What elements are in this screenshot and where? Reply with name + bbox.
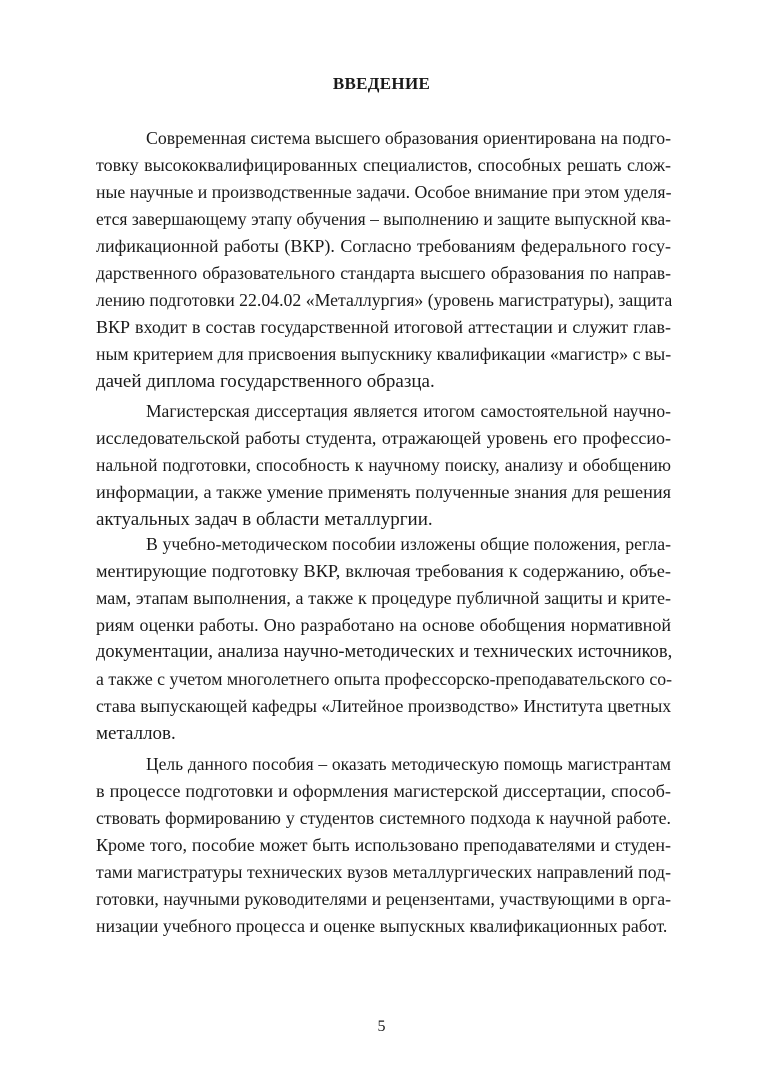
text-line: лификационной работы (ВКР). Согласно требованиям федерального госу- [96, 236, 671, 256]
text-line: а также с учетом многолетнего опыта профессорско-преподавательского со- [96, 669, 672, 689]
text-line: ным критерием для присвоения выпускнику квалификации «магистр» с вы- [96, 344, 672, 364]
page-number: 5 [377, 1018, 386, 1035]
text-line: ВКР входит в состав государственной итоговой аттестации и служит глав- [96, 317, 671, 337]
text-line: металлов. [96, 723, 176, 744]
text-line: ется завершающему этапу обучения – выполнению и защите выпускной ква- [96, 209, 671, 229]
text-line: товку высококвалифицированных специалистов, способных решать слож- [96, 155, 671, 175]
text-line: Магистерская диссертация является итогом самостоятельной научно- [146, 401, 671, 421]
text-line: дачей диплома государственного образца. [96, 371, 435, 392]
text-line: Кроме того, пособие может быть использовано преподавателями и студен- [96, 835, 671, 855]
text-line: исследовательской работы студента, отражающей уровень его профессио- [96, 428, 671, 448]
text-line: низации учебного процесса и оценке выпускных квалификационных работ. [96, 916, 668, 936]
text-line: лению подготовки 22.04.02 «Металлургия» (уровень магистратуры), защита [96, 290, 673, 310]
text-line: мам, этапам выполнения, а также к процедуре публичной защиты и крите- [96, 588, 671, 608]
text-line: готовки, научными руководителями и рецензентами, участвующими в орга- [96, 889, 671, 909]
text-line: Современная система высшего образования ориентирована на подго- [146, 128, 671, 148]
page-title: ВВЕДЕНИЕ [332, 74, 431, 93]
text-line: документации, анализа научно-методических и технических источников, [96, 642, 673, 662]
text-line: тами магистратуры технических вузов металлургических направлений под- [96, 862, 671, 882]
text-line: дарственного образовательного стандарта высшего образования по направ- [96, 263, 671, 283]
text-line: ные научные и производственные задачи. Особое внимание при этом уделя- [96, 182, 672, 202]
text-line: информации, а также умение применять полученные знания для решения [96, 482, 671, 502]
text-line: в процессе подготовки и оформления магистерской диссертации, способ- [96, 781, 671, 801]
text-line: нальной подготовки, способность к научному поиску, анализу и обобщению [96, 455, 671, 475]
text-line: Цель данного пособия – оказать методическую помощь магистрантам [146, 754, 671, 774]
text-line: става выпускающей кафедры «Литейное производство» Института цветных [96, 696, 672, 716]
text-line: ментирующие подготовку ВКР, включая требования к содержанию, объе- [96, 561, 671, 581]
text-line: ствовать формированию у студентов системного подхода к научной работе. [96, 808, 671, 828]
text-line: риям оценки работы. Оно разработано на основе обобщения нормативной [96, 615, 671, 635]
text-line: В учебно-методическом пособии изложены общие положения, регла- [146, 534, 671, 554]
text-line: актуальных задач в области металлургии. [96, 509, 433, 530]
